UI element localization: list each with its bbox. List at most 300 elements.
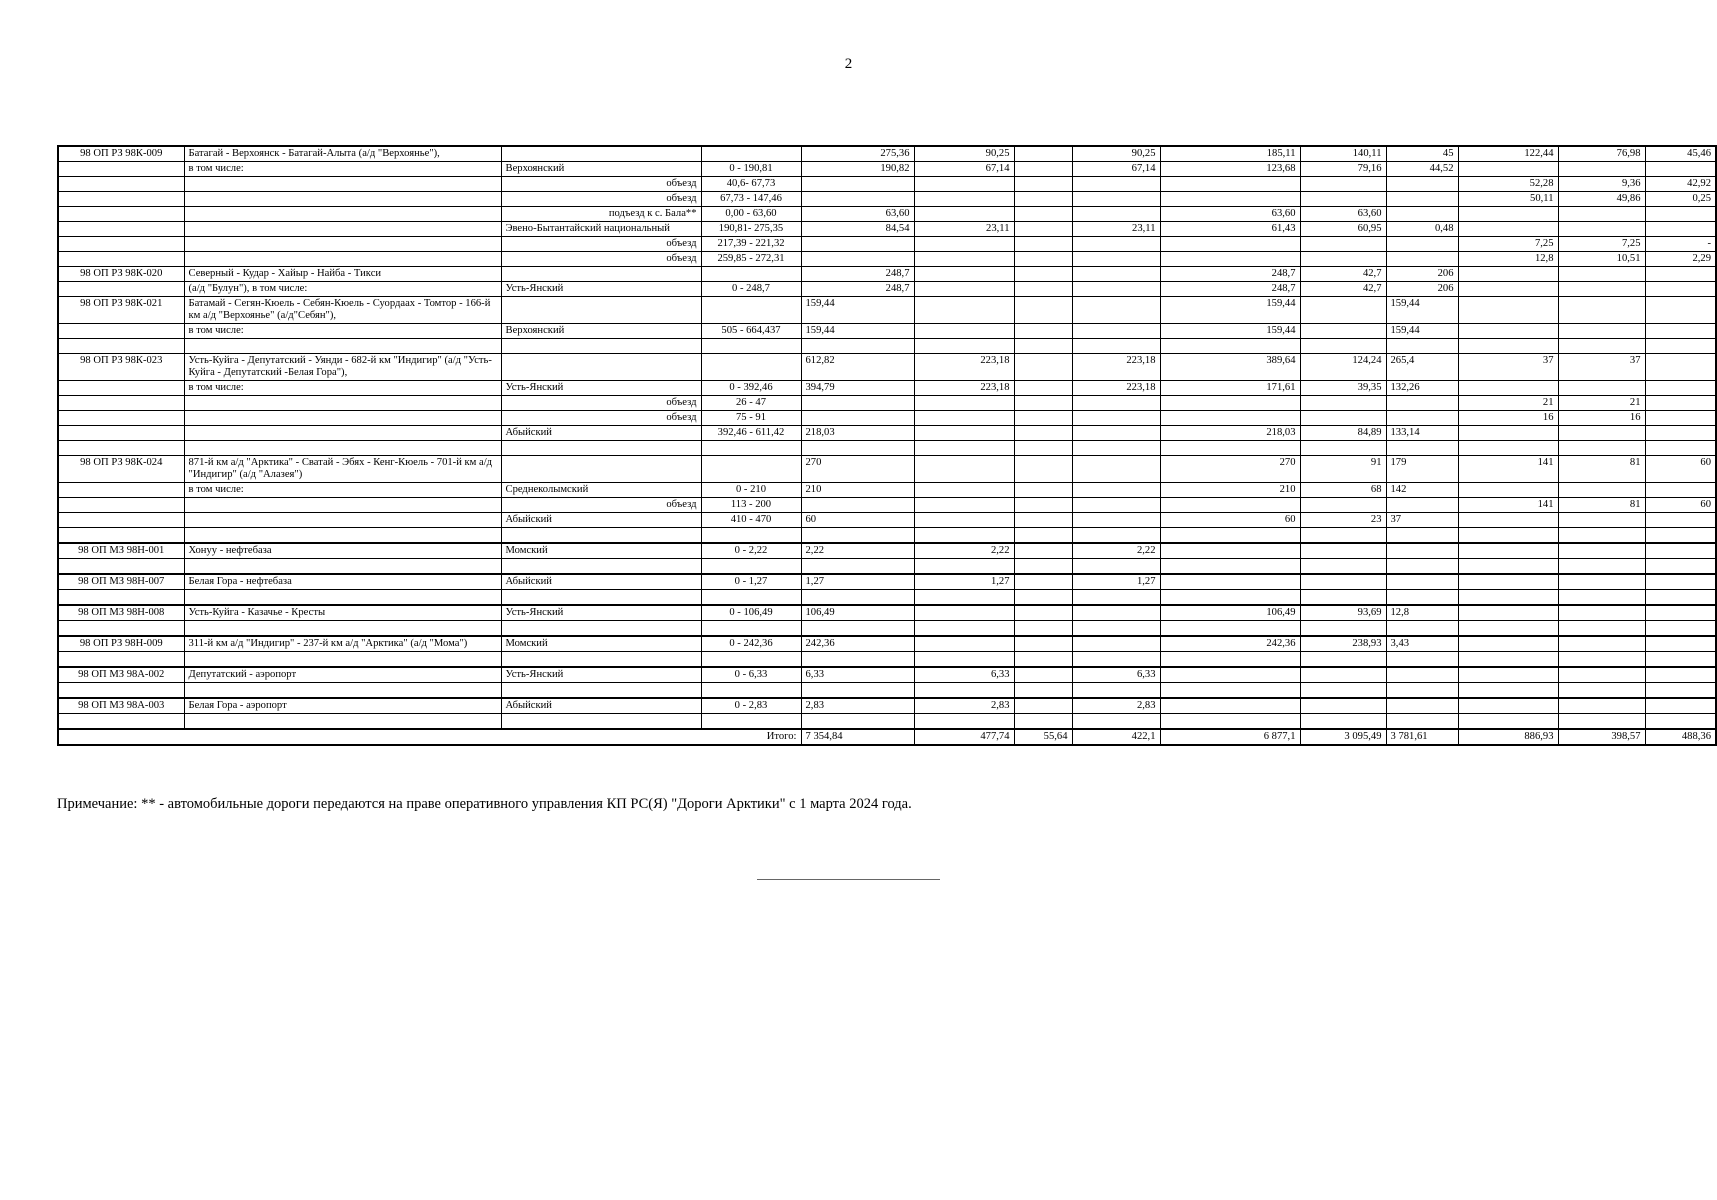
cell-c6 [1014,590,1072,606]
cell-road-name: Батагай - Верхоянск - Батагай-Алыта (а/д "Верхоянье"), [184,146,501,162]
cell-c10: 179 [1386,456,1458,483]
cell-km-range [701,683,801,699]
cell-c12 [1558,683,1645,699]
cell-district [501,714,701,730]
cell-c5 [914,683,1014,699]
cell-road-name [184,426,501,441]
cell-c5: 1,27 [914,574,1014,590]
cell-road-name [184,207,501,222]
cell-c11 [1458,267,1558,282]
cell-c9: 140,11 [1300,146,1386,162]
cell-total-length: 2,22 [801,543,914,559]
cell-road-id [58,528,184,544]
cell-c6 [1014,162,1072,177]
cell-c8 [1160,192,1300,207]
cell-c6 [1014,621,1072,637]
cell-district [501,559,701,575]
cell-total-length [801,441,914,456]
cell-km-range: 67,73 - 147,46 [701,192,801,207]
cell-c6 [1014,667,1072,683]
cell-c12 [1558,621,1645,637]
cell-c9: 84,89 [1300,426,1386,441]
cell-c9 [1300,559,1386,575]
cell-road-name: Белая Гора - аэропорт [184,698,501,714]
cell-road-id [58,714,184,730]
cell-c13 [1645,297,1716,324]
cell-c5 [914,411,1014,426]
cell-c11 [1458,282,1558,297]
table-row [58,441,1716,456]
cell-c11: 141 [1458,456,1558,483]
cell-c10 [1386,207,1458,222]
table-row [58,267,1716,282]
cell-c7 [1072,339,1160,354]
cell-c13 [1645,574,1716,590]
cell-c6 [1014,483,1072,498]
cell-road-id [58,590,184,606]
cell-c8 [1160,714,1300,730]
cell-c8 [1160,237,1300,252]
cell-c8: 171,61 [1160,381,1300,396]
cell-total-length: 210 [801,483,914,498]
cell-c9: 23 [1300,513,1386,528]
cell-c7 [1072,605,1160,621]
cell-c10 [1386,192,1458,207]
cell-total-length: 2,83 [801,698,914,714]
cell-c9 [1300,652,1386,668]
cell-c9: 238,93 [1300,636,1386,652]
cell-c13 [1645,621,1716,637]
cell-km-range [701,590,801,606]
cell-district [501,683,701,699]
page-number: 2 [844,56,853,72]
cell-km-range: 0 - 248,7 [701,282,801,297]
cell-c11: 12,8 [1458,252,1558,267]
cell-c9 [1300,590,1386,606]
cell-total-length: 270 [801,456,914,483]
cell-c13 [1645,543,1716,559]
cell-c8: 185,11 [1160,146,1300,162]
cell-c10 [1386,411,1458,426]
table-row [58,192,1716,207]
cell-c11 [1458,483,1558,498]
cell-c11: 37 [1458,354,1558,381]
cell-c13 [1645,222,1716,237]
cell-c7: 1,27 [1072,574,1160,590]
cell-c13 [1645,652,1716,668]
cell-c7 [1072,396,1160,411]
cell-c7 [1072,456,1160,483]
cell-district: Верхоянский [501,324,701,339]
cell-c6 [1014,574,1072,590]
cell-district: объезд [501,237,701,252]
cell-c6 [1014,339,1072,354]
cell-total-length [801,683,914,699]
cell-c8 [1160,667,1300,683]
cell-c5 [914,192,1014,207]
total-value: 3 095,49 [1300,729,1386,745]
cell-c11 [1458,297,1558,324]
cell-c11 [1458,528,1558,544]
cell-c7 [1072,324,1160,339]
cell-road-id [58,426,184,441]
cell-c5 [914,528,1014,544]
cell-road-name: (а/д "Булун"), в том числе: [184,282,501,297]
cell-c13 [1645,528,1716,544]
cell-c9: 68 [1300,483,1386,498]
cell-district: Усть-Янский [501,667,701,683]
cell-c6 [1014,411,1072,426]
cell-c9: 63,60 [1300,207,1386,222]
cell-c9 [1300,237,1386,252]
cell-c5: 2,83 [914,698,1014,714]
cell-district: объезд [501,177,701,192]
cell-road-id: 98 ОП РЗ 98Н-009 [58,636,184,652]
cell-road-id [58,192,184,207]
cell-c12 [1558,528,1645,544]
cell-c11 [1458,590,1558,606]
cell-c12 [1558,441,1645,456]
cell-km-range: 75 - 91 [701,411,801,426]
cell-c5 [914,339,1014,354]
roads-table [57,145,1717,746]
cell-km-range [701,559,801,575]
cell-district [501,621,701,637]
cell-c11 [1458,574,1558,590]
total-value: 6 877,1 [1160,729,1300,745]
table-row [58,714,1716,730]
cell-c13 [1645,411,1716,426]
cell-c12: 81 [1558,456,1645,483]
cell-total-length [801,396,914,411]
cell-c11 [1458,667,1558,683]
table-row [58,411,1716,426]
table-row [58,528,1716,544]
cell-c6 [1014,698,1072,714]
cell-c8: 123,68 [1160,162,1300,177]
cell-c13 [1645,605,1716,621]
cell-c9 [1300,667,1386,683]
cell-c6 [1014,381,1072,396]
cell-district: объезд [501,192,701,207]
cell-c8 [1160,698,1300,714]
cell-c12 [1558,605,1645,621]
cell-district [501,267,701,282]
cell-district: Эвено-Бытантайский национальный [501,222,701,237]
cell-total-length: 218,03 [801,426,914,441]
cell-c11: 50,11 [1458,192,1558,207]
cell-c9 [1300,396,1386,411]
cell-c12: 21 [1558,396,1645,411]
cell-c13 [1645,354,1716,381]
cell-c10 [1386,498,1458,513]
cell-c5 [914,652,1014,668]
table-row [58,354,1716,381]
cell-c11 [1458,543,1558,559]
table-row [58,543,1716,559]
cell-c12: 49,86 [1558,192,1645,207]
cell-c8: 218,03 [1160,426,1300,441]
cell-c13 [1645,267,1716,282]
cell-c6 [1014,543,1072,559]
cell-c7 [1072,441,1160,456]
cell-c13 [1645,207,1716,222]
cell-c11: 7,25 [1458,237,1558,252]
table-row [58,339,1716,354]
cell-c10 [1386,441,1458,456]
cell-road-name: Батамай - Сегян-Кюель - Себян-Кюель - Суордаах - Томтор - 166-й км а/д "Верхоянье" (а/д"Себян"), [184,297,501,324]
cell-district: объезд [501,498,701,513]
cell-c9: 93,69 [1300,605,1386,621]
cell-c5 [914,714,1014,730]
cell-c8: 63,60 [1160,207,1300,222]
cell-c8: 248,7 [1160,267,1300,282]
cell-c8 [1160,574,1300,590]
total-value: 3 781,61 [1386,729,1458,745]
cell-c5: 6,33 [914,667,1014,683]
table-row [58,683,1716,699]
cell-district: объезд [501,411,701,426]
cell-c11: 52,28 [1458,177,1558,192]
cell-km-range: 26 - 47 [701,396,801,411]
cell-c8: 159,44 [1160,324,1300,339]
cell-km-range: 0 - 2,22 [701,543,801,559]
cell-km-range [701,297,801,324]
cell-road-id [58,559,184,575]
cell-c7 [1072,559,1160,575]
cell-c12 [1558,267,1645,282]
cell-c11: 16 [1458,411,1558,426]
cell-c12 [1558,207,1645,222]
cell-road-id [58,483,184,498]
cell-c6 [1014,297,1072,324]
cell-c9 [1300,714,1386,730]
cell-c8 [1160,498,1300,513]
cell-km-range: 259,85 - 272,31 [701,252,801,267]
cell-c7: 2,22 [1072,543,1160,559]
cell-c6 [1014,222,1072,237]
cell-c6 [1014,267,1072,282]
cell-c13: 42,92 [1645,177,1716,192]
cell-c7 [1072,714,1160,730]
cell-c11 [1458,714,1558,730]
table-row [58,237,1716,252]
table-row [58,207,1716,222]
cell-district [501,590,701,606]
cell-c10 [1386,621,1458,637]
cell-road-name [184,441,501,456]
table-row [58,621,1716,637]
cell-c11 [1458,381,1558,396]
cell-c8 [1160,177,1300,192]
cell-road-id: 98 ОП РЗ 98К-024 [58,456,184,483]
cell-c8 [1160,339,1300,354]
cell-c8 [1160,411,1300,426]
cell-c10 [1386,590,1458,606]
cell-total-length: 159,44 [801,324,914,339]
cell-road-id [58,396,184,411]
cell-km-range [701,528,801,544]
cell-c11 [1458,441,1558,456]
cell-district [501,528,701,544]
cell-c10 [1386,252,1458,267]
cell-km-range [701,714,801,730]
cell-total-length: 106,49 [801,605,914,621]
cell-c9: 124,24 [1300,354,1386,381]
cell-district: Абыйский [501,698,701,714]
cell-road-id [58,222,184,237]
cell-c10 [1386,396,1458,411]
cell-road-id [58,441,184,456]
cell-c5 [914,324,1014,339]
cell-c7 [1072,590,1160,606]
cell-c10: 133,14 [1386,426,1458,441]
cell-district [501,354,701,381]
cell-c10: 45 [1386,146,1458,162]
separator-line [757,879,940,880]
cell-c7 [1072,621,1160,637]
cell-total-length [801,192,914,207]
total-value: 7 354,84 [801,729,914,745]
cell-district: Среднеколымский [501,483,701,498]
cell-c5 [914,498,1014,513]
cell-road-name: Усть-Куйга - Депутатский - Уянди - 682-й км "Индигир" (а/д "Усть-Куйга - Депутатский -Белая Гора"), [184,354,501,381]
cell-c13 [1645,441,1716,456]
cell-c8 [1160,528,1300,544]
cell-c12 [1558,543,1645,559]
cell-c10: 206 [1386,282,1458,297]
table-row [58,605,1716,621]
cell-c12: 16 [1558,411,1645,426]
cell-c10 [1386,339,1458,354]
cell-c12 [1558,698,1645,714]
cell-km-range [701,621,801,637]
cell-c9 [1300,411,1386,426]
cell-c8 [1160,683,1300,699]
cell-district: Усть-Янский [501,381,701,396]
cell-c10 [1386,543,1458,559]
cell-c13 [1645,714,1716,730]
cell-c12: 81 [1558,498,1645,513]
footnote: Примечание: ** - автомобильные дороги передаются на праве оперативного управления КП РС(Я) "Дороги Арктики" с 1 марта 2024 года. [57,796,912,812]
cell-c8: 106,49 [1160,605,1300,621]
cell-c6 [1014,177,1072,192]
cell-c9 [1300,177,1386,192]
cell-c7 [1072,528,1160,544]
cell-c12 [1558,297,1645,324]
cell-road-id [58,381,184,396]
cell-total-length: 242,36 [801,636,914,652]
cell-road-id [58,621,184,637]
cell-total-length: 275,36 [801,146,914,162]
cell-road-name: в том числе: [184,483,501,498]
cell-total-length [801,252,914,267]
cell-c8: 242,36 [1160,636,1300,652]
cell-c12 [1558,162,1645,177]
cell-c6 [1014,652,1072,668]
cell-total-length [801,411,914,426]
cell-total-length [801,714,914,730]
cell-c10: 159,44 [1386,297,1458,324]
cell-c11 [1458,683,1558,699]
cell-c13 [1645,381,1716,396]
cell-km-range [701,354,801,381]
cell-c6 [1014,636,1072,652]
cell-c11 [1458,605,1558,621]
total-value: 488,36 [1645,729,1716,745]
cell-c5 [914,483,1014,498]
cell-c8 [1160,396,1300,411]
cell-c6 [1014,528,1072,544]
table-row [58,222,1716,237]
cell-c10: 12,8 [1386,605,1458,621]
cell-c13 [1645,667,1716,683]
cell-road-name [184,237,501,252]
table-row [58,162,1716,177]
cell-district [501,456,701,483]
cell-road-id [58,513,184,528]
cell-c5 [914,621,1014,637]
cell-c5 [914,456,1014,483]
cell-c9 [1300,192,1386,207]
cell-total-length [801,590,914,606]
cell-c7 [1072,297,1160,324]
cell-km-range: 0,00 - 63,60 [701,207,801,222]
cell-c9 [1300,683,1386,699]
cell-c12: 9,36 [1558,177,1645,192]
cell-district [501,146,701,162]
table-row [58,282,1716,297]
cell-c5 [914,605,1014,621]
cell-c11 [1458,339,1558,354]
cell-district [501,297,701,324]
cell-c12 [1558,574,1645,590]
cell-c5: 23,11 [914,222,1014,237]
cell-c11 [1458,621,1558,637]
cell-km-range: 0 - 106,49 [701,605,801,621]
cell-c13 [1645,698,1716,714]
cell-road-id [58,252,184,267]
cell-c5 [914,282,1014,297]
cell-road-id: 98 ОП МЗ 98А-002 [58,667,184,683]
cell-road-name [184,683,501,699]
cell-road-name [184,339,501,354]
cell-c5 [914,237,1014,252]
cell-c11 [1458,513,1558,528]
cell-km-range: 392,46 - 611,42 [701,426,801,441]
cell-road-id [58,411,184,426]
cell-c13: 2,29 [1645,252,1716,267]
cell-c7: 90,25 [1072,146,1160,162]
cell-c13 [1645,339,1716,354]
cell-c8 [1160,652,1300,668]
cell-c10 [1386,177,1458,192]
cell-c13 [1645,324,1716,339]
table-row [58,513,1716,528]
cell-c6 [1014,426,1072,441]
cell-c11 [1458,559,1558,575]
cell-c10: 44,52 [1386,162,1458,177]
cell-c10 [1386,559,1458,575]
cell-c6 [1014,605,1072,621]
cell-road-name: 311-й км а/д "Индигир" - 237-й км а/д "Арктика" (а/д "Мома") [184,636,501,652]
cell-c5 [914,559,1014,575]
cell-c12 [1558,714,1645,730]
total-value: 886,93 [1458,729,1558,745]
cell-road-name [184,252,501,267]
cell-road-name [184,652,501,668]
cell-road-id: 98 ОП МЗ 98А-003 [58,698,184,714]
